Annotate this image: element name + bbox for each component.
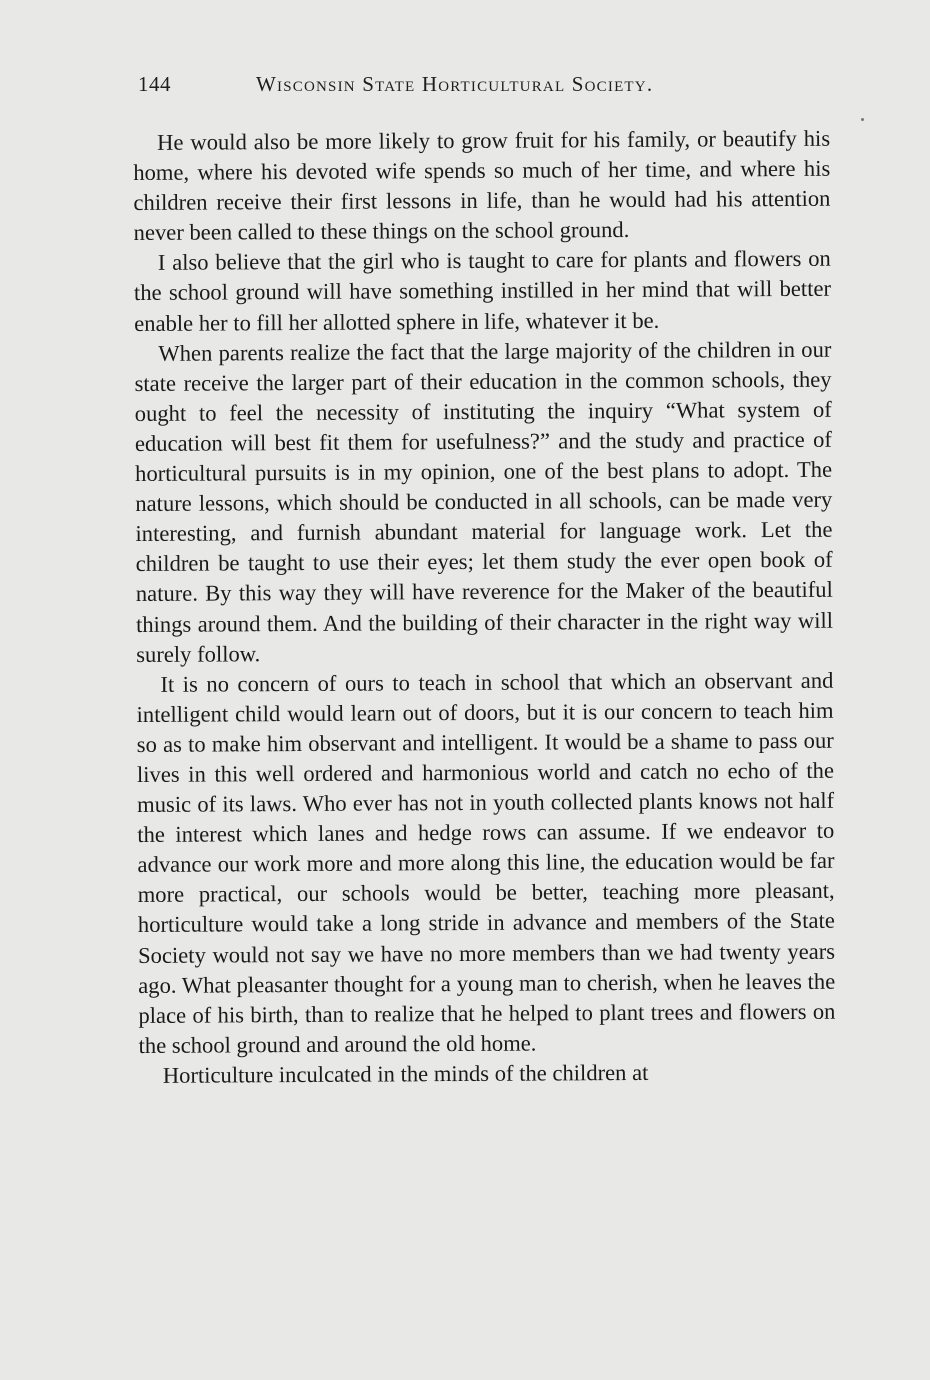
paragraph: I also believe that the girl who is taught to care for plants and flowers on the school ground will have something instilled in her mind that will better enable her to fill her allotted sphere in life, whatever it be. bbox=[133, 246, 832, 336]
page-header bbox=[138, 72, 758, 102]
paragraph: He would also be more likely to grow fruit for his family, or beautify his home, where his devoted wife spends so much of her time, and where his children receive their first lessons in life, than he would had his attention never been called to these things on the school ground. bbox=[133, 125, 831, 246]
paragraph: It is no concern of ours to teach in school that which an observant and intelligent child would learn out of doors, but it is our concern to teach him so as to make him observant and intelligent. It would be a shame to pass our lives in this well ordered and harmonious world and catch no echo of the music of its laws. Who ever has not in youth collected plants knows not half the interest which lanes and hedge rows can assume. If we endeavor to advance our work more and more along this line, the education would be far more practical, our schools would be better, teaching more pleasant, horticulture would take a long stride in advance and members of the State Society would not say we have no more members than we had twenty years ago. What pleasanter thought for a young man to cherish, when he leaves the place of his birth, than to realize that he helped to plant trees and flowers on the school ground and around the old home. bbox=[136, 667, 836, 1058]
paragraph: Horticulture inculcated in the minds of the children at bbox=[162, 1059, 649, 1088]
paragraph: When parents realize the fact that the large majority of the children in our state receive the larger part of their education in the common schools, they ought to feel the necessity of instituting the inquiry “What system of education will best fit them for usefulness?” and the study and practice of horticultural pursuits is in my opinion, one of the best plans to adopt. The nature lessons, which should be conducted in all schools, can be made very interesting, and furnish abundant material for language work. Let the children be taught to use their eyes; let them study the ever open book of nature. By this way they will have reverence for the Maker of the beautiful things around them. And the building of their character in the right way will surely follow. bbox=[134, 336, 834, 667]
running-title: Wisconsin State Horticultural Society. bbox=[256, 72, 654, 96]
page-number: 144 bbox=[138, 72, 171, 96]
body-text bbox=[133, 124, 836, 1091]
paper-speck bbox=[861, 118, 864, 121]
